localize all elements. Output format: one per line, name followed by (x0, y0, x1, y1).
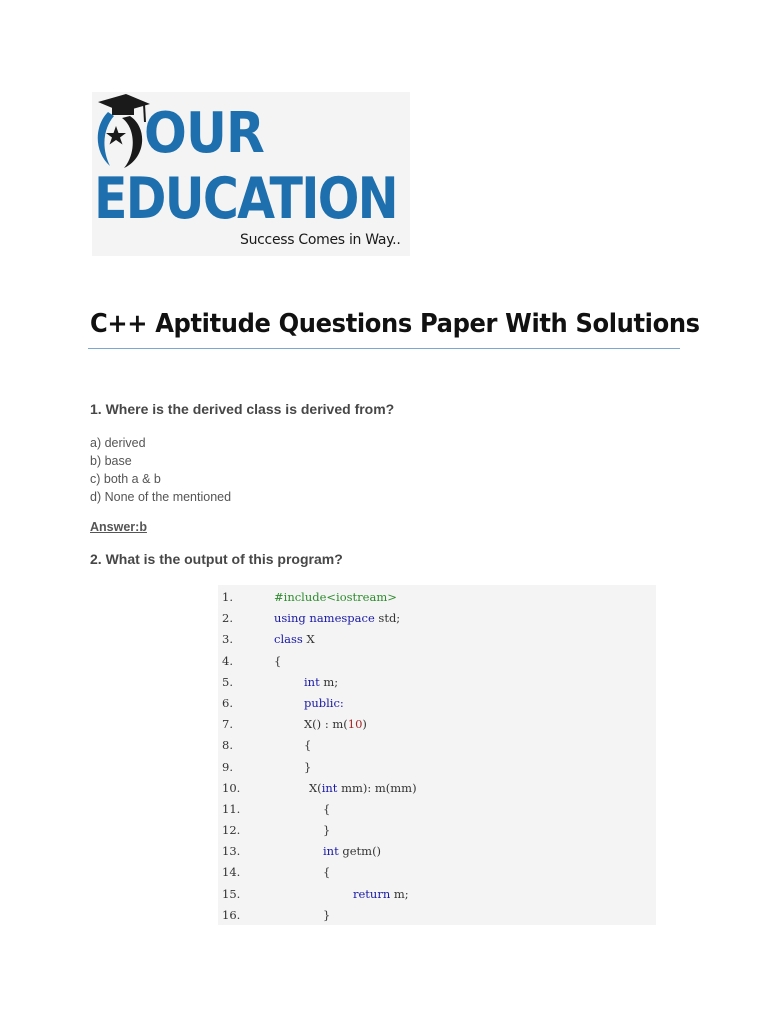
code-token: ) (362, 717, 367, 732)
code-token: getm() (342, 844, 382, 859)
code-text (274, 608, 400, 629)
code-token: { (323, 865, 331, 880)
line-number: 9. (222, 759, 233, 774)
code-text (323, 905, 330, 925)
logo-word-education: EDUCATION (94, 166, 397, 232)
code-token: { (274, 653, 282, 668)
code-line (218, 841, 656, 862)
code-token: int (304, 674, 324, 689)
line-number: 10. (222, 780, 241, 795)
code-text (304, 714, 367, 735)
title-divider (88, 348, 680, 349)
code-token: X (306, 632, 315, 647)
code-text (304, 735, 311, 756)
option-d: d) None of the mentioned (90, 490, 232, 504)
code-token: mm): m(mm) (341, 780, 417, 795)
code-text (323, 841, 381, 862)
code-text (323, 799, 330, 820)
code-token: } (323, 823, 331, 838)
line-number: 11. (222, 801, 241, 816)
line-number: 12. (222, 823, 241, 838)
code-token: } (304, 759, 312, 774)
code-line (218, 820, 656, 841)
code-line (218, 587, 656, 608)
code-token: std; (378, 611, 401, 626)
code-text (304, 672, 338, 693)
code-line (218, 905, 656, 925)
code-line (218, 693, 656, 714)
question-1-answer: Answer:b (90, 520, 147, 534)
code-text (274, 629, 315, 650)
question-2-heading: 2. What is the output of this program? (90, 551, 343, 567)
code-line (218, 672, 656, 693)
code-line (218, 714, 656, 735)
code-line (218, 884, 656, 905)
logo-word-our: OUR (144, 101, 264, 166)
line-number: 16. (222, 907, 241, 922)
line-number: 6. (222, 695, 233, 710)
code-token: m; (323, 674, 339, 689)
code-token: } (323, 907, 331, 922)
code-text (323, 862, 330, 883)
code-token: int (323, 844, 343, 859)
code-text (304, 693, 344, 714)
line-number: 5. (222, 674, 233, 689)
line-number: 2. (222, 611, 233, 626)
code-token: 10 (347, 717, 363, 732)
option-b: b) base (90, 454, 132, 468)
code-token: { (304, 738, 312, 753)
code-token: X( (309, 780, 322, 795)
code-text (353, 884, 409, 905)
question-1-heading: 1. Where is the derived class is derived from? (90, 401, 395, 417)
code-line (218, 778, 656, 799)
code-line (218, 651, 656, 672)
code-token: X() : m( (304, 717, 348, 732)
code-line (218, 629, 656, 650)
question-1-options (90, 434, 231, 506)
line-number: 3. (222, 632, 233, 647)
code-line (218, 735, 656, 756)
line-number: 4. (222, 653, 233, 668)
code-line (218, 608, 656, 629)
code-text (274, 587, 397, 608)
code-token: namespace (309, 611, 379, 626)
code-text (304, 757, 311, 778)
line-number: 8. (222, 738, 233, 753)
code-token: using (274, 611, 310, 626)
code-line (218, 757, 656, 778)
code-listing (218, 585, 656, 925)
code-text (323, 820, 330, 841)
code-token: public: (304, 695, 344, 710)
line-number: 7. (222, 717, 233, 732)
page-title: C++ Aptitude Questions Paper With Solutions (90, 309, 700, 339)
code-token: return (353, 886, 394, 901)
line-number: 15. (222, 886, 241, 901)
code-token: { (323, 801, 331, 816)
option-a: a) derived (90, 436, 146, 450)
line-number: 1. (222, 590, 233, 604)
code-token: int (321, 780, 342, 795)
logo-tagline: Success Comes in Way.. (240, 232, 401, 248)
line-number: 14. (222, 865, 241, 880)
our-education-logo (92, 92, 410, 256)
option-c: c) both a & b (90, 472, 161, 486)
graduation-cap-icon (92, 92, 152, 174)
code-token: #include<iostream> (274, 590, 397, 604)
code-token: class (274, 632, 307, 647)
code-text (309, 778, 417, 799)
code-line (218, 862, 656, 883)
line-number: 13. (222, 844, 241, 859)
code-text (274, 651, 281, 672)
code-token: m; (393, 886, 409, 901)
code-line (218, 799, 656, 820)
